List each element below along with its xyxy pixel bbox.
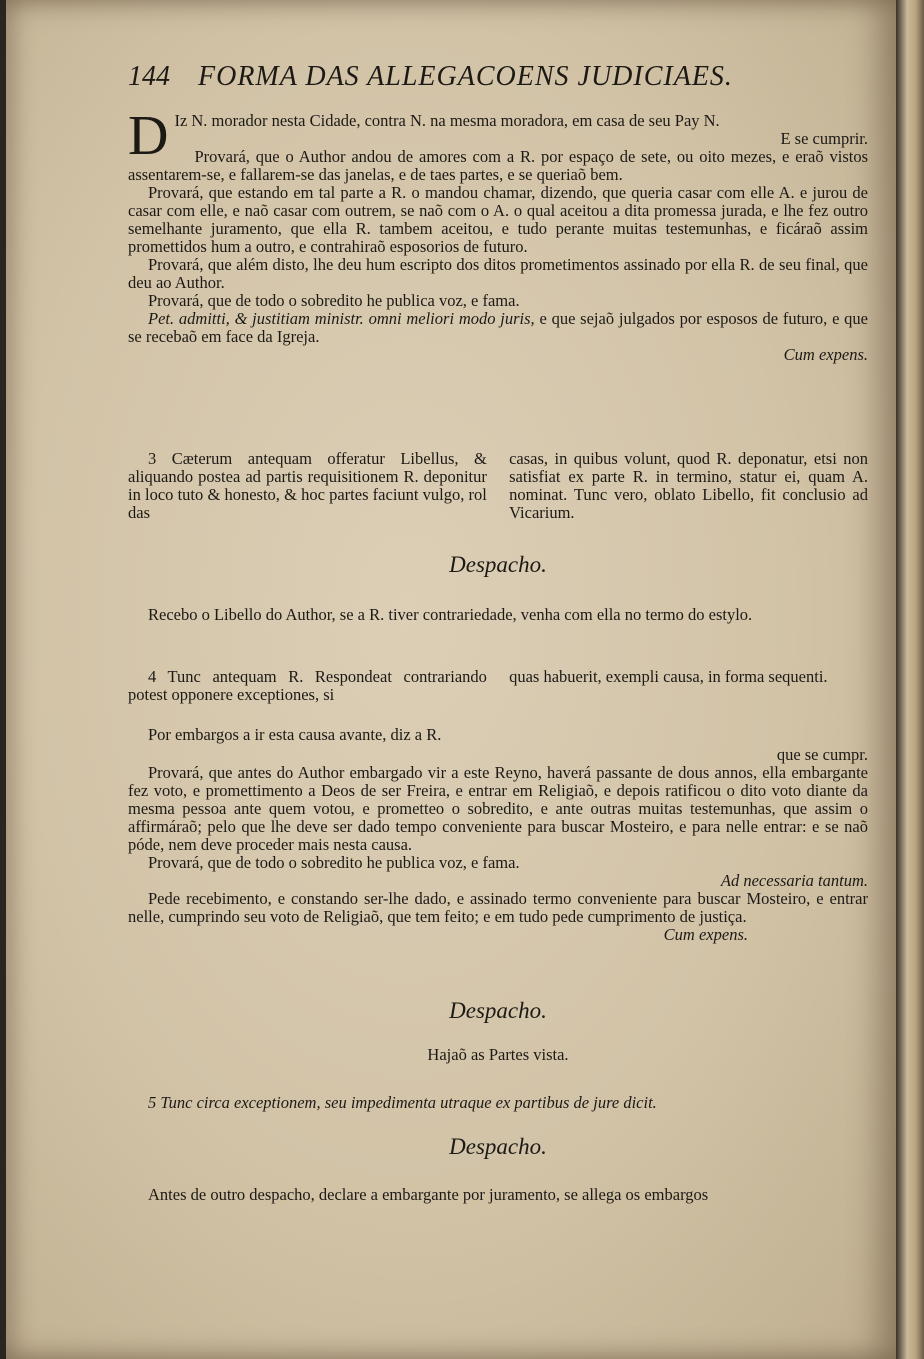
embargos-cumpr: que se cumpr. bbox=[776, 745, 868, 764]
section-4 bbox=[128, 668, 868, 704]
despacho-1-text: Recebo o Libello do Author, se a R. tiver contrariedade, venha com ella no termo do estylo. bbox=[148, 605, 753, 624]
libello-article-2: Provará, que estando em tal parte a R. o mandou chamar, dizendo, que queria casar com elle A. e jurou de casar com elle, e naõ casar com outrem, se naõ com o A. o qual aceitou a dita promessa jurada, e lhe fez outro semelhante juramento, que ella R. tambem aceitou, e tudo perante muitas testemunhas, e ficáraõ assim promettidos hum a outro, e contrahiraõ esposorios de futuro. bbox=[128, 183, 868, 256]
running-head: FORMA DAS ALLEGACOENS JUDICIAES. bbox=[198, 61, 733, 92]
libello-block bbox=[128, 105, 869, 364]
section-4-right: quas habuerit, exempli causa, in forma sequenti. bbox=[509, 667, 828, 686]
section-5-text: 5 Tunc circa exceptionem, seu impedimenta utraque ex partibus de jure dicit. bbox=[148, 1093, 657, 1112]
libello-petition: Pet. admitti, & justitiam ministr. omni meliori modo juris, e que sejaõ julgados por esposos de futuro, e que se recebaõ em face da Igreja. bbox=[128, 309, 869, 346]
embargos-pede: Pede recebimento, e constando ser-lhe dado, e assinado termo conveniente para buscar Mosteiro, e entrar nelle, cumprindo seu voto de Religiaõ, que tem feito; e em tudo pede cumprimento de justiça. bbox=[128, 889, 868, 926]
despacho-2-text: Hajaõ as Partes vista. bbox=[427, 1045, 569, 1064]
drop-cap: D bbox=[128, 105, 169, 167]
libello-opening-end: E se cumprir. bbox=[780, 129, 868, 148]
despacho-1 bbox=[128, 606, 868, 624]
section-3 bbox=[128, 450, 868, 522]
libello-opening: D Iz N. morador nesta Cidade, contra N. na mesma moradora, em casa de seu Pay N. bbox=[128, 105, 720, 167]
embargos-article-1: Provará, que antes do Author embargado vir a este Reyno, haverá passante de dous annos, ella embargante fez voto, e promettimento a Deos de ser Freira, e entrar em Religiaõ, e depois ratificou o dito voto diante da mesma pessoa ante quem votou, e prometteo o sobredito, e ante outras muitas testemunhas, que assim o affirmáraõ; pelo que lhe deve ser dado tempo conveniente para buscar Mosteiro, e para nelle entrar: e se naõ póde, nem deve proceder mais nesta causa. bbox=[128, 763, 868, 854]
section-4-left: 4 Tunc antequam R. Respondeat contrariando potest opponere exceptiones, si bbox=[128, 667, 487, 704]
libello-article-1: Provará, que o Author andou de amores com a R. por espaço de sete, ou oito mezes, e eraõ vistos assentarem-se, e fallarem-se das janelas, e de taes partes, e se queriaõ bem. bbox=[128, 147, 868, 184]
libello-article-3: Provará, que além disto, lhe deu hum escripto dos ditos prometimentos assinado por ella R. de seu final, que deu ao Author. bbox=[128, 255, 868, 292]
libello-cum-expens: Cum expens. bbox=[783, 345, 868, 364]
despacho-3-text: Antes de outro despacho, declare a embargante por juramento, se allega os embargos bbox=[148, 1185, 709, 1204]
despacho-heading-2: Despacho. bbox=[449, 998, 547, 1023]
section-3-right: casas, in quibus volunt, quod R. deponatur, etsi non satisfiat ex parte R. in termino, statur ei, quam A. nominat. Tunc vero, oblato Libello, fit conclusio ad Vicarium. bbox=[509, 449, 868, 522]
book-spine bbox=[896, 0, 924, 1359]
embargos-ad-necessaria: Ad necessaria tantum. bbox=[720, 871, 868, 890]
embargos-cum-expens: Cum expens. bbox=[663, 925, 748, 944]
embargos-block bbox=[128, 726, 868, 944]
page-header bbox=[128, 61, 868, 104]
despacho-heading-3: Despacho. bbox=[449, 1134, 547, 1159]
libello-article-4: Provará, que de todo o sobredito he publica voz, e fama. bbox=[148, 291, 520, 310]
page-number: 144 bbox=[128, 61, 170, 92]
despacho-heading-1: Despacho. bbox=[449, 552, 547, 577]
section-3-left: 3 Cæterum antequam offeratur Libellus, & aliquando postea ad partis requisitionem R. deponitur in loco tuto & honesto, & hoc partes faciunt vulgo, rol das bbox=[128, 449, 487, 522]
embargos-article-2: Provará, que de todo o sobredito he publica voz, e fama. bbox=[148, 853, 520, 872]
despacho-3 bbox=[128, 1186, 868, 1204]
embargos-intro: Por embargos a ir esta causa avante, diz a R. bbox=[148, 725, 442, 744]
section-5 bbox=[128, 1094, 868, 1112]
